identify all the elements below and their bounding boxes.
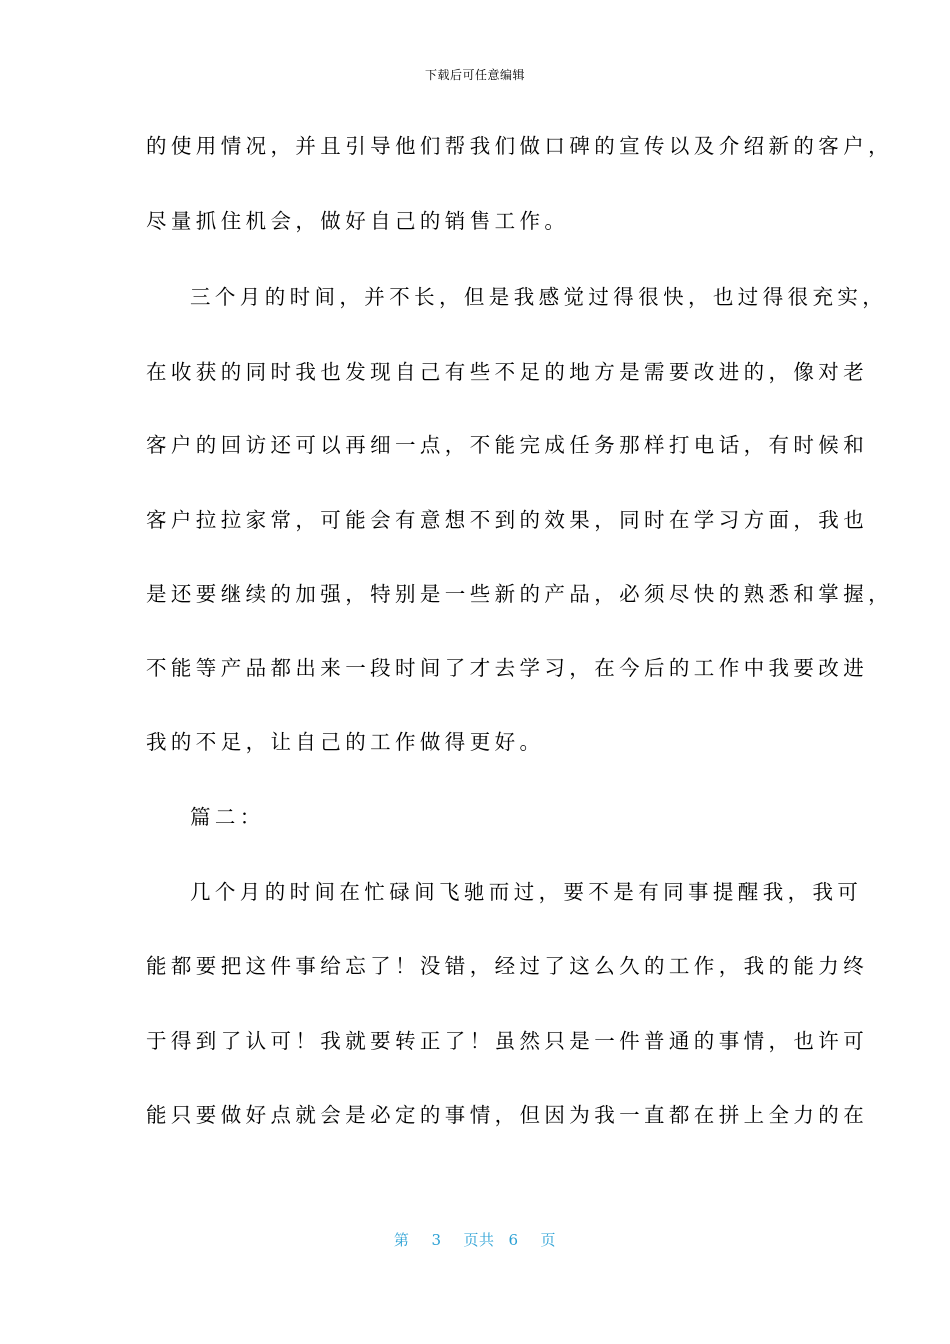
- body-line: 不能等产品都出来一段时间了才去学习，在今后的工作中我要改进: [146, 656, 869, 680]
- body-line: 三个月的时间，并不长，但是我感觉过得很快，也过得很充实，: [190, 285, 888, 309]
- total-pages-number: 6: [508, 1231, 519, 1249]
- body-line: 我的不足，让自己的工作做得更好。: [146, 730, 545, 754]
- page-header: 下载后可任意编辑: [424, 68, 525, 82]
- body-line: 的使用情况，并且引导他们帮我们做口碑的宣传以及介绍新的客户，: [146, 134, 893, 158]
- footer-middle: 页共: [463, 1231, 495, 1249]
- body-line: 几个月的时间在忙碌间飞驰而过，要不是有同事提醒我，我可: [190, 880, 863, 904]
- footer-prefix: 第: [393, 1231, 410, 1249]
- body-line: 能只要做好点就会是必定的事情，但因为我一直都在拼上全力的在: [146, 1103, 869, 1127]
- page-footer: [0, 1229, 950, 1250]
- body-line: 客户拉拉家常，可能会有意想不到的效果，同时在学习方面，我也: [146, 508, 869, 532]
- body-line: 客户的回访还可以再细一点，不能完成任务那样打电话，有时候和: [146, 433, 869, 457]
- section-heading: 篇二：: [190, 805, 265, 829]
- body-line: 是还要继续的加强，特别是一些新的产品，必须尽快的熟悉和掌握，: [146, 582, 893, 606]
- body-line: 尽量抓住机会，做好自己的销售工作。: [146, 209, 570, 233]
- footer-suffix: 页: [540, 1231, 557, 1249]
- current-page-number: 3: [431, 1231, 442, 1249]
- body-line: 于得到了认可！我就要转正了！虽然只是一件普通的事情，也许可: [146, 1029, 869, 1053]
- body-line: 能都要把这件事给忘了！没错，经过了这么久的工作，我的能力终: [146, 954, 869, 978]
- body-line: 在收获的同时我也发现自己有些不足的地方是需要改进的，像对老: [146, 360, 869, 384]
